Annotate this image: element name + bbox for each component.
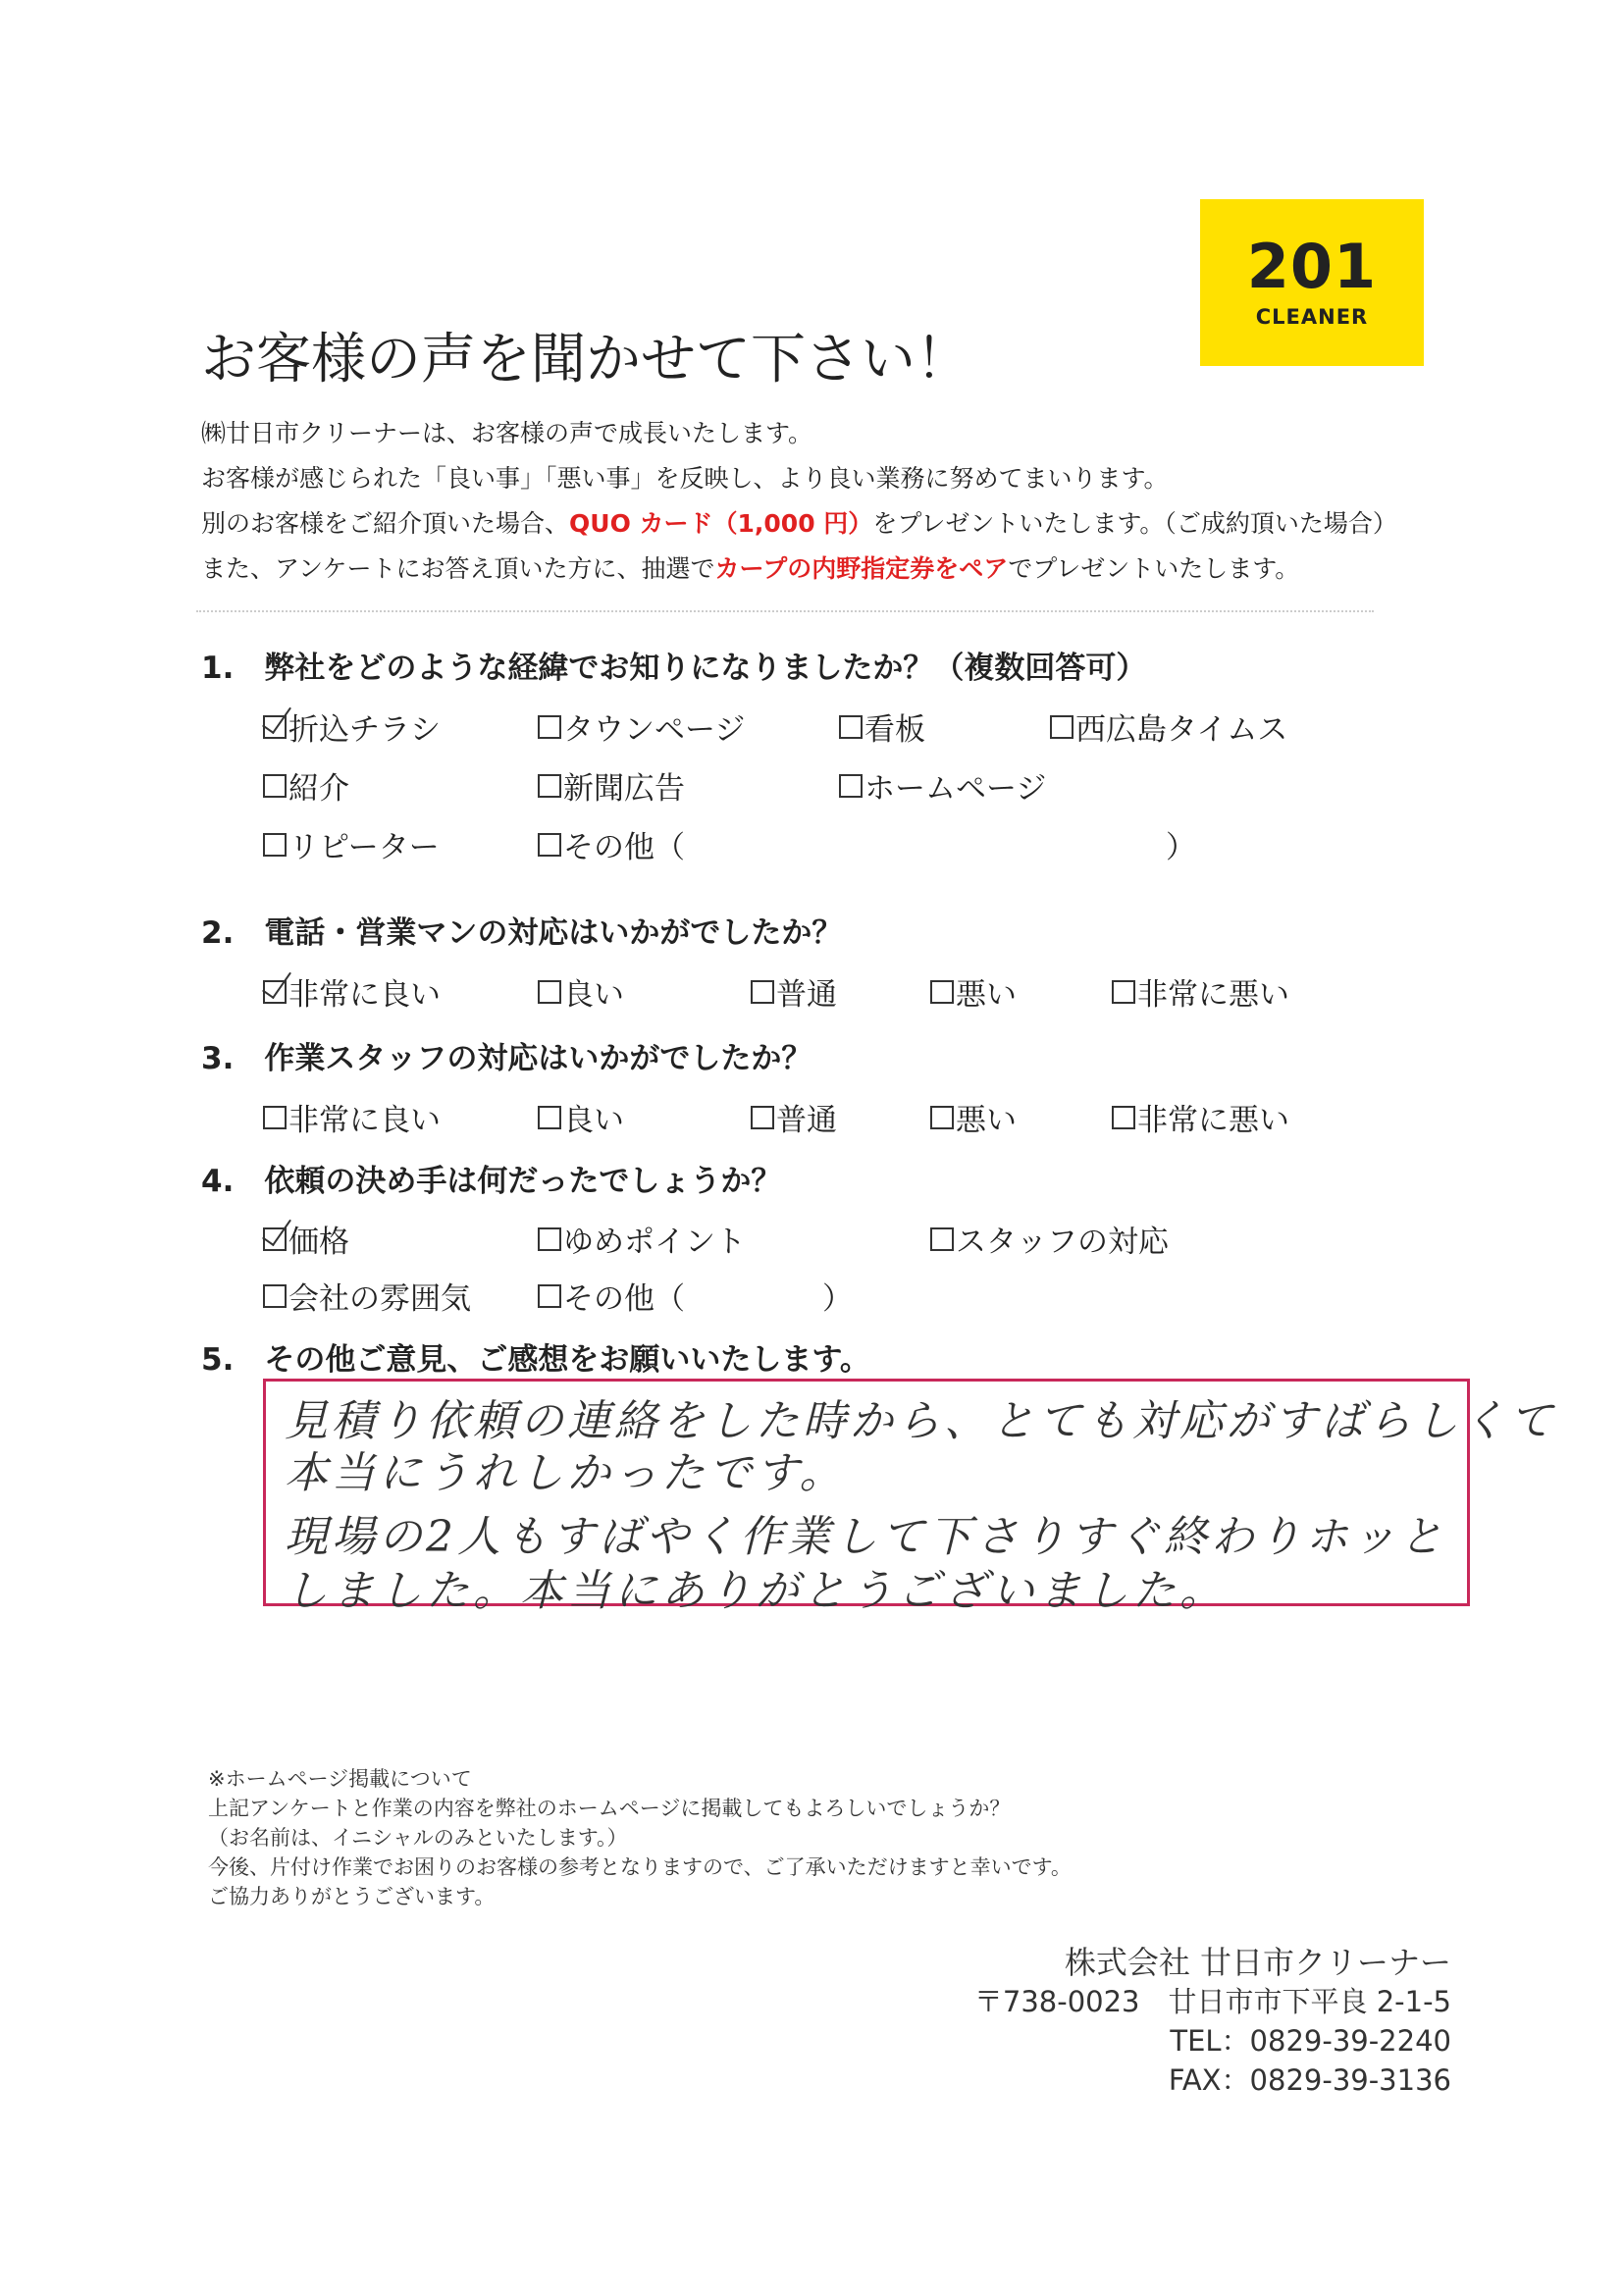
handwritten-comment-line-4: しました。本当にありがとうございました。 — [285, 1566, 1227, 1616]
checkbox[interactable] — [538, 1284, 561, 1308]
divider — [196, 610, 1374, 612]
q3-option-bad[interactable]: 悪い — [930, 1095, 1017, 1139]
q2-option-good[interactable]: 良い — [538, 969, 624, 1014]
checkbox[interactable] — [839, 715, 863, 739]
checkbox[interactable] — [263, 715, 287, 739]
intro-line-2: お客様が感じられた「良い事」「悪い事」を反映し、より良い業務に努めてまいります。 — [201, 464, 1169, 493]
checkbox[interactable] — [930, 1227, 954, 1251]
q3-option-very-bad[interactable]: 非常に悪い — [1112, 1095, 1289, 1139]
checkbox[interactable] — [751, 1106, 774, 1129]
q4-option-atmosphere[interactable]: 会社の雰囲気 — [263, 1274, 471, 1318]
question-3-label: 3. 作業スタッフの対応はいかがでしたか？ — [201, 1041, 812, 1076]
checkbox[interactable] — [538, 715, 561, 739]
company-name: 株式会社 廿日市クリーナー — [1064, 1944, 1451, 1981]
company-logo — [1200, 199, 1424, 366]
q4-other-close-paren: ） — [822, 1281, 853, 1317]
q1-option-other[interactable]: その他（ — [538, 822, 685, 866]
company-fax: FAX：0829-39-3136 — [1168, 2063, 1451, 2097]
handwritten-comment-line-1: 見積り依頼の連絡をした時から、とても対応がすばらしくて — [285, 1396, 1556, 1446]
intro-line-3-pre: 別のお客様をご紹介頂いた場合、 — [201, 509, 570, 538]
q1-option-signboard[interactable]: 看板 — [839, 704, 925, 749]
carp-ticket-highlight: カープの内野指定券をペア — [714, 554, 1009, 583]
handwritten-comment-line-3: 現場の2人もすばやく作業して下さりすぐ終わりホッと — [285, 1512, 1446, 1562]
note-line-5: ご協力ありがとうございます。 — [208, 1885, 496, 1908]
checkbox[interactable] — [538, 1106, 561, 1129]
logo-word: CLEANER — [1255, 305, 1369, 329]
q1-option-nishihiroshima-times[interactable]: 西広島タイムス — [1050, 704, 1287, 749]
checkbox[interactable] — [263, 1106, 287, 1129]
intro-line-4-pre: また、アンケートにお答え頂いた方に、抽選で — [201, 554, 715, 583]
checkbox[interactable] — [1050, 715, 1073, 739]
checkbox[interactable] — [263, 1284, 287, 1308]
q4-option-staff[interactable]: スタッフの対応 — [930, 1217, 1169, 1261]
question-4-label: 4. 依頼の決め手は何だったでしょうか？ — [201, 1164, 782, 1199]
q1-option-flyer[interactable]: 折込チラシ — [263, 704, 441, 749]
checkbox[interactable] — [263, 980, 287, 1004]
intro-line-3-post: をプレゼントいたします。（ご成約頂いた場合） — [872, 509, 1397, 538]
checkbox[interactable] — [263, 1227, 287, 1251]
checkbox[interactable] — [839, 774, 863, 798]
quo-card-highlight: QUO カード（1,000 円） — [569, 509, 873, 538]
intro-line-1: ㈱廿日市クリーナーは、お客様の声で成長いたします。 — [201, 419, 813, 447]
q3-option-very-good[interactable]: 非常に良い — [263, 1095, 441, 1139]
checkbox[interactable] — [930, 980, 954, 1004]
q1-option-referral[interactable]: 紹介 — [263, 763, 349, 808]
checkbox[interactable] — [538, 1227, 561, 1251]
checkbox[interactable] — [538, 833, 561, 857]
q3-option-average[interactable]: 普通 — [751, 1095, 837, 1139]
company-address: 〒738-0023 廿日市市下平良 2-1-5 — [973, 1985, 1451, 2018]
question-2-label: 2. 電話・営業マンの対応はいかがでしたか？ — [201, 915, 843, 951]
note-heading: ※ホームページ掲載について — [208, 1767, 472, 1791]
handwritten-comment-line-2: 本当にうれしかったです。 — [285, 1448, 847, 1498]
intro-line-4 — [201, 549, 1299, 585]
note-line-2: 上記アンケートと作業の内容を弊社のホームページに掲載してもよろしいでしょうか？ — [208, 1797, 1011, 1820]
logo-number: 201 — [1246, 231, 1378, 302]
q2-option-bad[interactable]: 悪い — [930, 969, 1017, 1014]
checkbox[interactable] — [930, 1106, 954, 1129]
question-5-label: 5. その他ご意見、ご感想をお願いいたします。 — [201, 1342, 870, 1378]
checkbox[interactable] — [751, 980, 774, 1004]
intro-line-4-post: でプレゼントいたします。 — [1008, 554, 1300, 583]
q4-option-yume-point[interactable]: ゆめポイント — [538, 1217, 746, 1261]
checkbox[interactable] — [263, 833, 287, 857]
note-line-4: 今後、片付け作業でお困りのお客様の参考となりますので、ご了承いただけますと幸いです。 — [208, 1855, 1072, 1879]
q1-option-homepage[interactable]: ホームページ — [839, 763, 1046, 808]
checkbox[interactable] — [538, 774, 561, 798]
q3-option-good[interactable]: 良い — [538, 1095, 624, 1139]
intro-line-3 — [201, 504, 1397, 540]
q1-other-close-paren: ） — [1166, 830, 1196, 865]
checkbox[interactable] — [538, 980, 561, 1004]
q1-option-townpage[interactable]: タウンページ — [538, 704, 745, 749]
checkbox[interactable] — [263, 774, 287, 798]
checkbox[interactable] — [1112, 980, 1135, 1004]
note-line-3: （お名前は、イニシャルのみといたします。） — [208, 1826, 628, 1850]
q2-option-very-bad[interactable]: 非常に悪い — [1112, 969, 1289, 1014]
checkbox[interactable] — [1112, 1106, 1135, 1129]
q1-option-repeater[interactable]: リピーター — [263, 822, 440, 866]
company-tel: TEL：0829-39-2240 — [1170, 2024, 1451, 2058]
q2-option-very-good[interactable]: 非常に良い — [263, 969, 441, 1014]
q4-option-other[interactable]: その他（ — [538, 1274, 685, 1318]
q1-option-newspaper[interactable]: 新聞広告 — [538, 763, 685, 808]
question-1-label: 1. 弊社をどのような経緯でお知りになりましたか？（複数回答可） — [201, 651, 1147, 686]
q2-option-average[interactable]: 普通 — [751, 969, 837, 1014]
q4-option-price[interactable]: 価格 — [263, 1217, 349, 1261]
page-title: お客様の声を聞かせて下さい！ — [201, 328, 970, 391]
